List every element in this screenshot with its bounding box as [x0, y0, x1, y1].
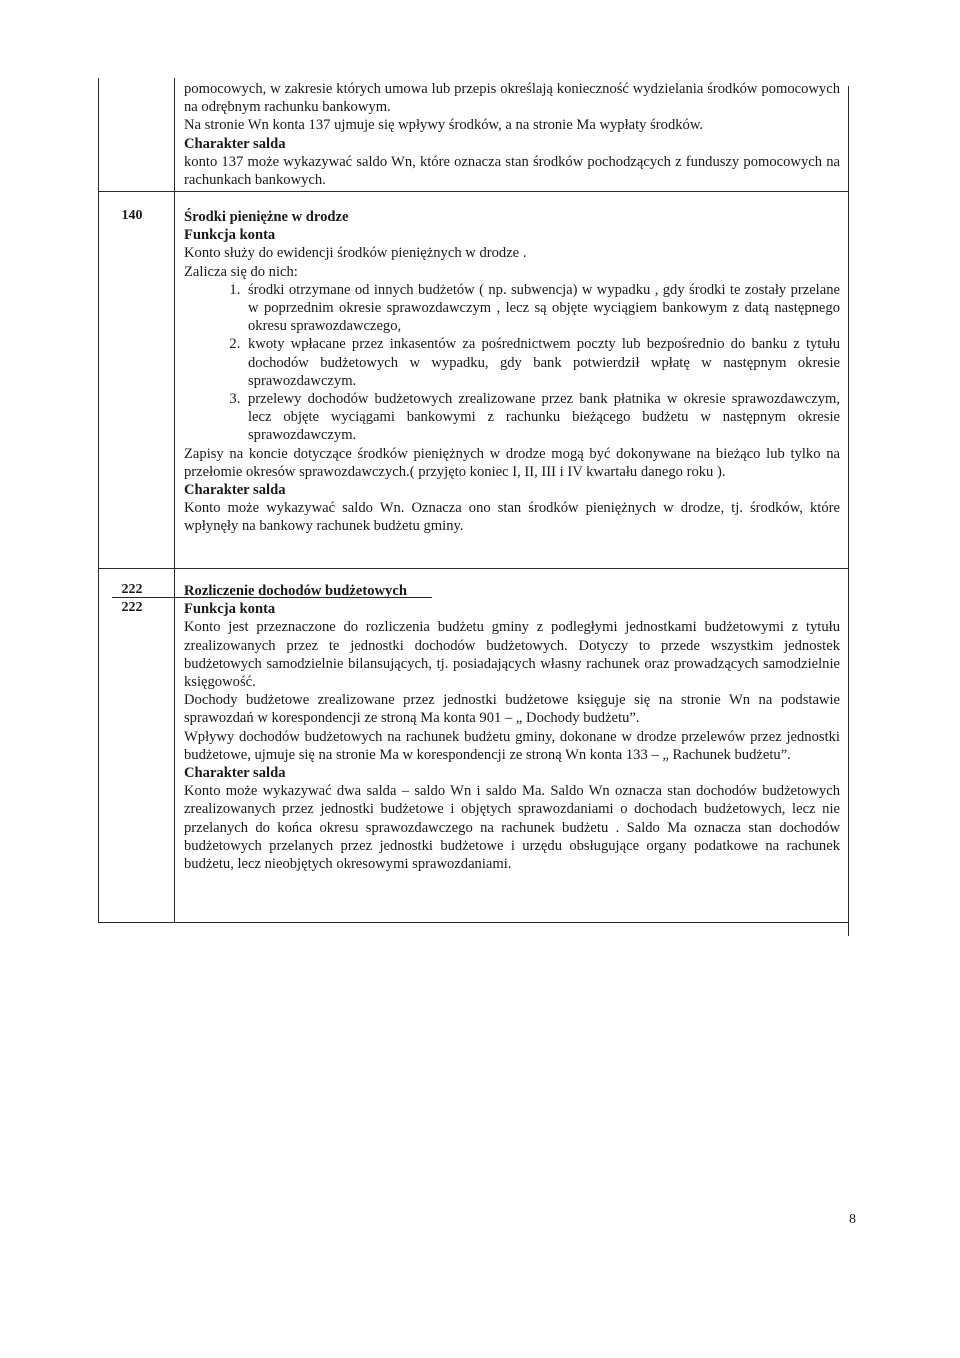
balance-heading-137: Charakter salda: [184, 135, 286, 152]
paragraph-222-3: Wpływy dochodów budżetowych na rachunek budżetu gminy, dokonane w drodze przelewów przez jednostki budżetowe, ujmuje się na stronie Ma w korespondencji ze stroną Wn konta 133 – „ Rachunek budżetu”.: [184, 728, 840, 763]
paragraph-222-2: Dochody budżetowe zrealizowane przez jednostki budżetowe księguje się na stronie Wn na podstawie sprawozdań w korespondencji ze stroną Ma konta 901 – „ Dochody budżetu”.: [184, 692, 840, 727]
list-item: 2. kwoty wpłacane przez inkasentów za pośrednictwem poczty lub bezpośrednio do banku z tytułu dochodów budżetowych w wypadku, gdy bank potwierdził wpłatę w następnym okresie sprawozdawczym.: [244, 335, 840, 390]
items-list-140: [184, 281, 840, 445]
balance-text-137: konto 137 może wykazywać saldo Wn, które oznacza stan środków pochodzących z funduszy pomocowych na rachunkach bankowych.: [184, 153, 840, 189]
section-140: [184, 208, 840, 536]
balance-text-140: Konto może wykazywać saldo Wn. Oznacza ono stan środków pieniężnych w drodze, tj. środków, które wpłynęły na bankowy rachunek budżetu gminy.: [184, 500, 840, 535]
list-item: 1. środki otrzymane od innych budżetów ( np. subwencja) w wypadku , gdy środki te zostały przelane w poprzednim okresie sprawozdawczym , lecz są objęte wyciągiem bankowym z datą następnego okresu sprawozdawczego,: [244, 281, 840, 336]
section-222: [184, 582, 840, 873]
account-number-222-b: 222: [121, 600, 143, 615]
includes-140: Zalicza się do nich:: [184, 263, 298, 280]
function-heading-140: Funkcja konta: [184, 227, 276, 244]
top-line-2: Na stronie Wn konta 137 ujmuje się wpływy środków, a na stronie Ma wypłaty środków.: [184, 117, 704, 134]
paragraph-222-1: Konto jest przeznaczone do rozliczenia budżetu gminy z podległymi jednostkami budżetowymi z tytułu zrealizowanych przez te jednostki dochodów budżetowych. Dotyczy to przede wszystkim jednostek budżetowych samodzielnie bilansujących, tj. posiadających własny rachunek oraz prowadzących samodzielnie księgowość.: [184, 619, 840, 691]
balance-heading-222: Charakter salda: [184, 765, 286, 782]
table-left-border: [98, 78, 99, 923]
intro-140: Konto służy do ewidencji środków pieniężnych w drodze .: [184, 245, 527, 262]
account-number-222-a: 222: [121, 582, 143, 597]
list-item: 3. przelewy dochodów budżetowych zrealizowane przez bank płatnika w okresie sprawozdawczym, lecz objęte wyciągami bankowymi z rachunku bieżącego budżetu w następnym okresie sprawozdawczym.: [244, 390, 840, 445]
table-column-divider: [174, 78, 175, 923]
section-top: [184, 80, 840, 189]
account-number-140: 140: [121, 208, 143, 223]
table-right-border: [848, 86, 849, 936]
function-heading-222: Funkcja konta: [184, 601, 276, 618]
account-title-140: Środki pieniężne w drodze: [184, 209, 349, 225]
table-bottom-border: [98, 922, 848, 923]
note-140: Zapisy na koncie dotyczące środków pieniężnych w drodze mogą być dokonywane na bieżąco lub tylko na przełomie okresów sprawozdawczych.( przyjęto koniec I, II, III i IV kwartału danego roku ).: [184, 445, 840, 480]
balance-text-222: Konto może wykazywać dwa salda – saldo Wn i saldo Ma. Saldo Wn oznacza stan dochodów budżetowych zrealizowanych przez jednostki budżetowe i objętych sprawozdaniami o dochodach budżetowych, lecz nie przelanych do końca okresu sprawozdawczego na rachunek budżetu . Saldo Ma oznacza stan dochodów budżetowych przelanych przez jednostki budżetowe i urzędu obsługujące organy podatkowe na rachunek budżetu, lecz nieobjętych okresowymi sprawozdaniami.: [184, 783, 840, 873]
row-divider-2: [98, 568, 848, 569]
page-number: 8: [849, 1212, 856, 1227]
top-line-1: pomocowych, w zakresie których umowa lub przepis określają konieczność wydzielania środków pomocowych na odrębnym rachunku bankowym.: [184, 81, 840, 116]
row-divider-1: [98, 191, 848, 192]
balance-heading-140: Charakter salda: [184, 482, 286, 499]
account-title-222: Rozliczenie dochodów budżetowych: [184, 583, 407, 599]
